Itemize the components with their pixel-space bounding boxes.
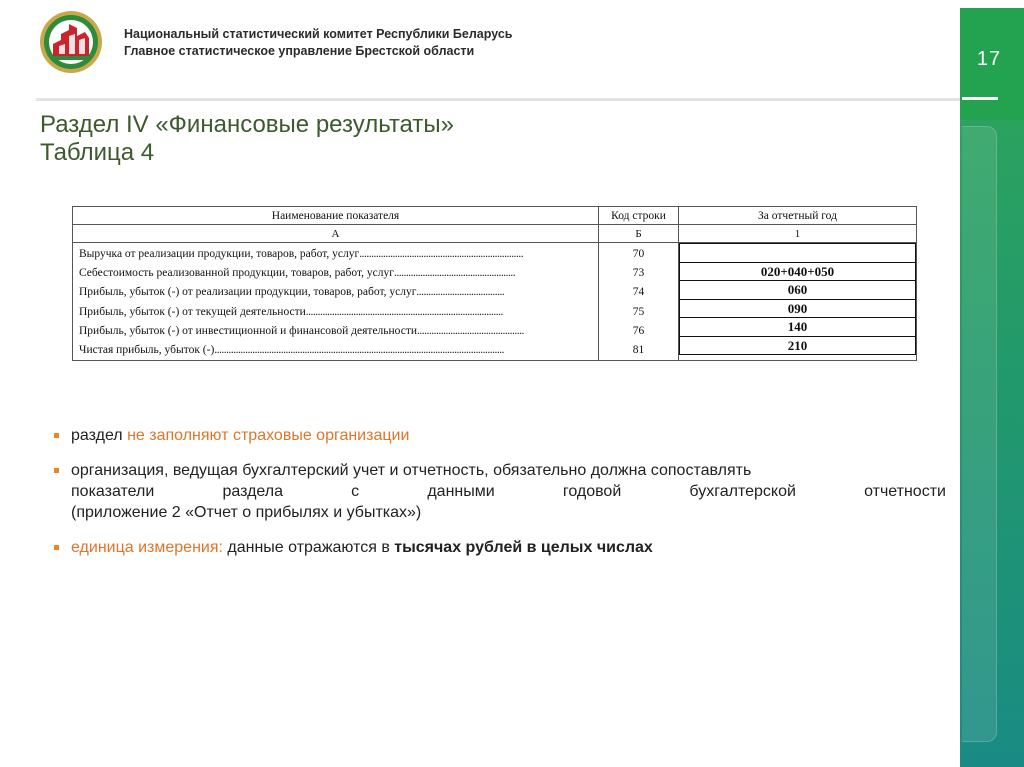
title-line-1: Раздел IV «Финансовые результаты» (40, 111, 454, 138)
word: с (351, 483, 360, 500)
bullet-highlight: не заполняют страховые организации (127, 427, 410, 444)
bullet-highlight: единица измерения: (71, 539, 223, 556)
org-line-2: Главное статистическое управление Брестской области (124, 44, 475, 58)
row-code: 74 (632, 286, 645, 299)
bullet-marker (54, 545, 59, 550)
row-code: 73 (632, 267, 645, 280)
indicator-name: Прибыль, убыток (-) от реализации продукции, товаров, работ, услуг..................................... (79, 286, 505, 299)
side-panel-card (962, 126, 997, 742)
value-box: 090 (679, 299, 916, 318)
indicator-name: Себестоимость реализованной продукции, товаров, работ, услуг................................................... (79, 267, 516, 280)
row-code: 81 (632, 344, 645, 357)
page-number: 17 (976, 48, 1002, 70)
word: бухгалтерской (689, 483, 796, 500)
indicator-names-cell (73, 243, 599, 361)
bullet-item (54, 460, 946, 523)
indicator-name: Прибыль, убыток (-) от текущей деятельности................................................................................... (79, 305, 503, 318)
organization-name (124, 26, 512, 60)
bullet-text-justified (71, 481, 946, 502)
bullet-text: раздел (71, 427, 128, 444)
table-body-row (73, 243, 917, 361)
table-subheader-row (73, 225, 917, 243)
title-line-2: Таблица 4 (40, 139, 155, 166)
value-box: 060 (679, 280, 916, 299)
row-code: 76 (632, 324, 645, 337)
row-code: 70 (632, 248, 645, 260)
belstat-emblem-icon (39, 10, 103, 74)
bullet-marker (54, 468, 59, 473)
value-box: 020+040+050 (679, 262, 916, 281)
subheader-b: Б (599, 225, 679, 243)
subheader-1: 1 (679, 225, 917, 243)
word: годовой (562, 483, 622, 500)
word: показатели (71, 483, 155, 500)
row-code: 75 (632, 305, 645, 318)
subheader-a: А (73, 225, 599, 243)
header-divider (36, 98, 960, 101)
header-indicator: Наименование показателя (73, 207, 599, 225)
bullet-list (54, 425, 946, 572)
value-box: 210 (679, 336, 916, 356)
bullet-text: данные отражаются в (222, 539, 395, 556)
word: отчетности (864, 483, 946, 500)
slide-title (40, 111, 454, 167)
word: данными (427, 483, 495, 500)
header-row-code: Код строки (599, 207, 679, 225)
financial-results-table (72, 206, 917, 361)
bullet-text: организация, ведущая бухгалтерский учет и отчетность, обязательно должна сопоставлять (71, 462, 752, 479)
value-box (679, 243, 916, 262)
word: раздела (222, 483, 284, 500)
header-reporting-year: За отчетный год (679, 207, 917, 225)
row-codes-cell (599, 243, 679, 361)
bullet-item (54, 537, 946, 558)
form-table (72, 206, 916, 362)
bullet-marker (54, 433, 59, 438)
value-box: 140 (679, 317, 916, 336)
values-cell (679, 243, 917, 361)
indicator-name: Выручка от реализации продукции, товаров, работ, услуг..................................................................... (79, 248, 524, 260)
table-header-row (73, 207, 917, 225)
bullet-text: (приложение 2 «Отчет о прибылях и убытках») (71, 504, 422, 521)
bullet-item (54, 425, 946, 446)
org-line-1: Национальный статистический комитет Республики Беларусь (124, 27, 513, 41)
bullet-bold: тысячах рублей в целых числах (394, 539, 653, 556)
indicator-name: Прибыль, убыток (-) от инвестиционной и финансовой деятельности............................................. (79, 324, 524, 337)
indicator-name: Чистая прибыль, убыток (-).......................................................................................................................... (79, 344, 505, 357)
page-number-underline (962, 97, 998, 100)
